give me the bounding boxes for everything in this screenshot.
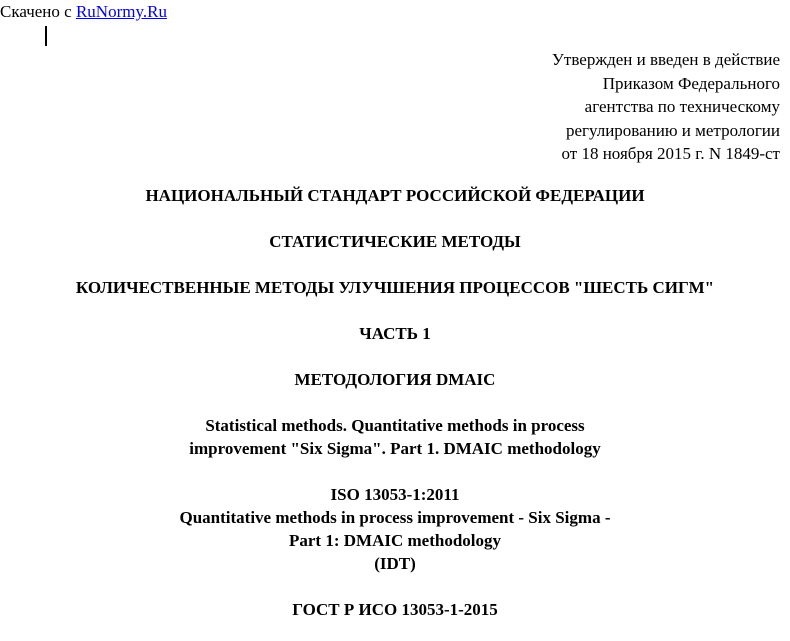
document-subtitle: МЕТОДОЛОГИЯ DMAIC — [294, 370, 496, 389]
iso-equivalence: (IDT) — [374, 554, 416, 573]
national-standard-heading: НАЦИОНАЛЬНЫЙ СТАНДАРТ РОССИЙСКОЙ ФЕДЕРАЦИИ — [145, 186, 645, 205]
runormy-link[interactable]: RuNormy.Ru — [75, 2, 167, 21]
english-title-line: improvement "Six Sigma". Part 1. DMAIC methodology — [189, 439, 601, 458]
iso-title-line: Part 1: DMAIC methodology — [289, 531, 501, 550]
download-source-label: Скачено с — [0, 2, 76, 21]
iso-reference — [0, 483, 790, 575]
download-source-line — [0, 2, 167, 22]
section-title: СТАТИСТИЧЕСКИЕ МЕТОДЫ — [269, 232, 521, 251]
approval-line: Приказом Федерального — [602, 73, 780, 93]
approval-line: от 18 ноября 2015 г. N 1849-ст — [561, 144, 780, 163]
iso-code: ISO 13053-1:2011 — [330, 485, 460, 504]
approval-block — [552, 48, 780, 166]
approval-line: Утвержден и введен в действие — [551, 50, 780, 69]
iso-title-line: Quantitative methods in process improvement - Six Sigma - — [179, 508, 611, 527]
english-title — [0, 414, 790, 460]
approval-line: агентства по техническому — [584, 97, 780, 116]
part-number: ЧАСТЬ 1 — [359, 324, 431, 343]
approval-line: регулированию и метрологии — [565, 120, 780, 140]
english-title-line: Statistical methods. Quantitative methods in process — [205, 416, 585, 435]
document-title: КОЛИЧЕСТВЕННЫЕ МЕТОДЫ УЛУЧШЕНИЯ ПРОЦЕССОВ "ШЕСТЬ СИГМ" — [75, 278, 715, 297]
gost-code: ГОСТ Р ИСО 13053-1-2015 — [292, 600, 498, 619]
text-cursor — [45, 26, 47, 46]
